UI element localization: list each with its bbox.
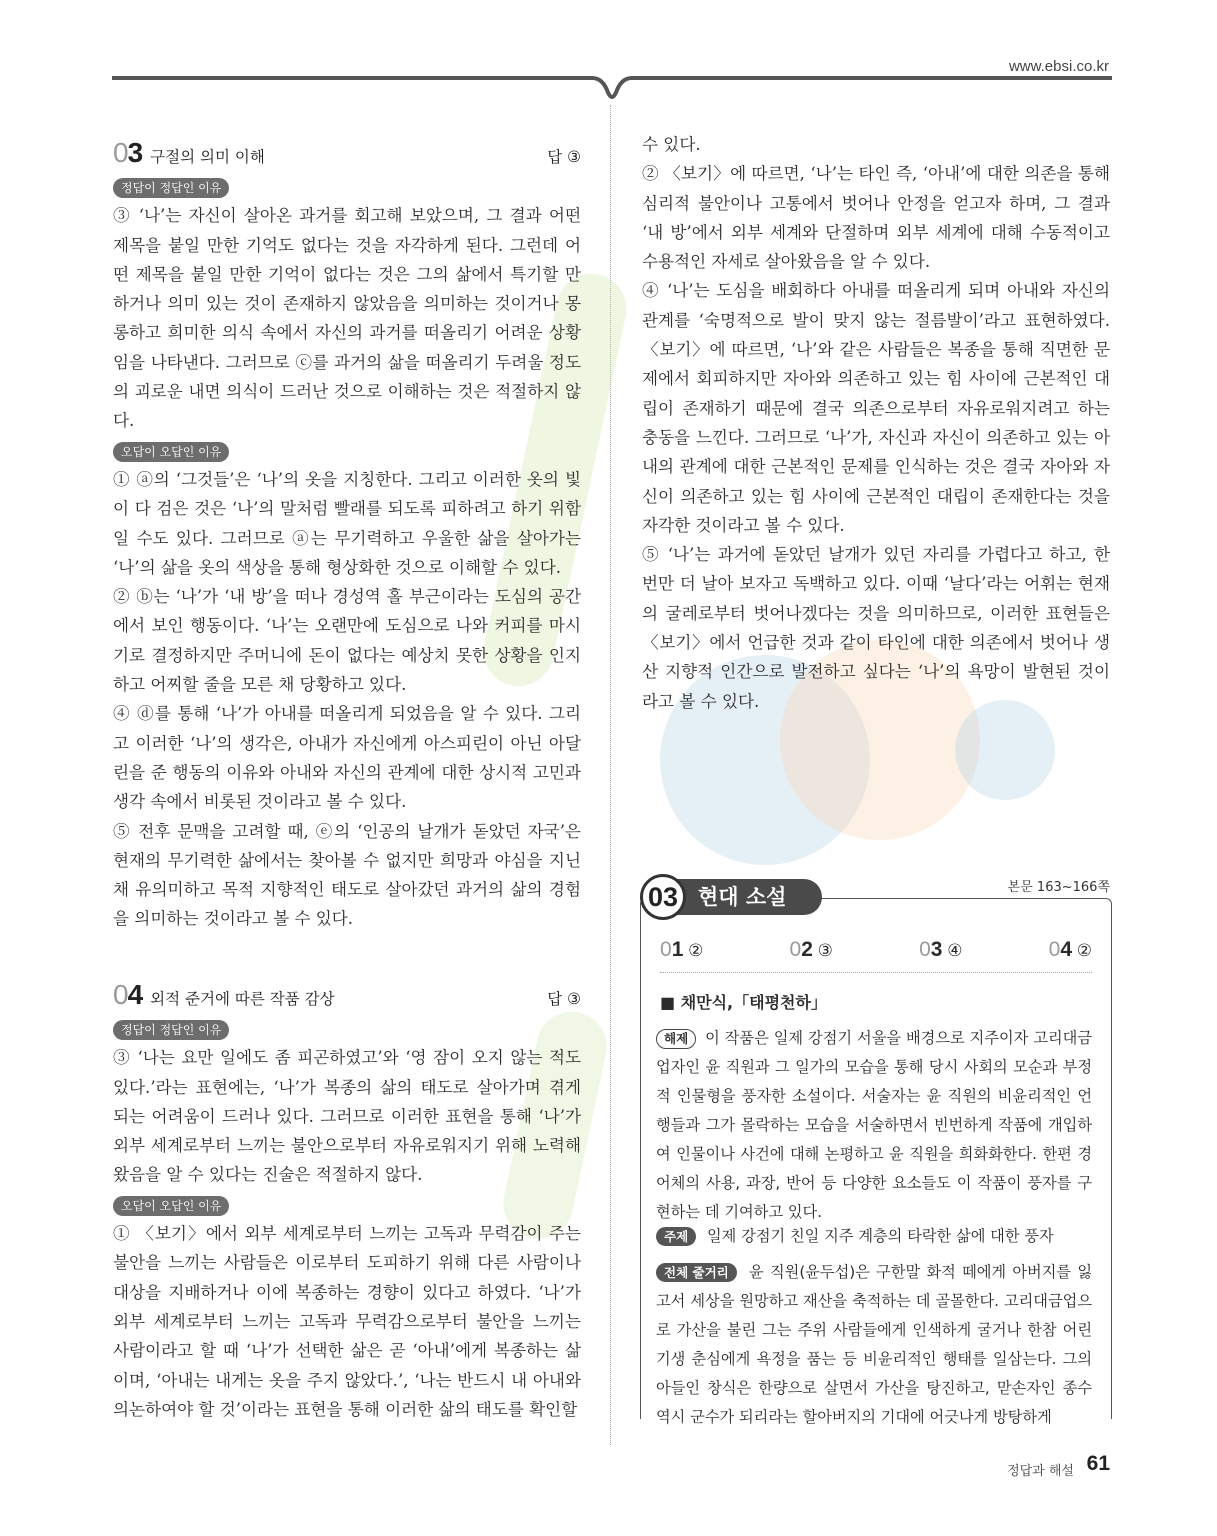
paragraph: ⑤ ‘나’는 과거에 돋았던 날개가 있던 자리를 가렵다고 하고, 한 번만 더 날아 보자고 독백하고 있다. 이때 ‘날다’라는 어휘는 현재의 굴레로부터 벗어나겠다는 것을 의미하므로, 이러한 표현들은 〈보기〉에서 언급한 것과 같이 타인에 대한 의존에서 벗어나 생산 지향적 인간으로 발전하고 싶다는 ‘나’의 욕망이 발현된 것이라고 볼 수 있다. <box>642 545 1110 711</box>
right-column <box>642 130 1110 716</box>
correct-badge: 정답이 정답인 이유 <box>113 1020 229 1040</box>
question-4-header <box>113 980 581 1014</box>
plot-tag: 전체 줄거리 <box>656 1263 737 1282</box>
plot-section <box>656 1258 1092 1432</box>
header-divider <box>112 70 1112 110</box>
theme-tag: 주제 <box>656 1227 696 1246</box>
question-3-header <box>113 138 581 172</box>
question-title: 외적 준거에 따른 작품 감상 <box>150 990 335 1008</box>
question-title: 구절의 의미 이해 <box>150 148 265 166</box>
haeje-tag: 해제 <box>656 1029 696 1049</box>
wrong-explanation: ① ⓐ의 ‘그것들’은 ‘나’의 옷을 지칭한다. 그리고 이러한 옷의 빛이 다 검은 것은 ‘나’의 말처럼 빨래를 되도록 피하려고 하기 위함일 수도 있다. 그러므로 ⓐ는 무기력하고 우울한 삶을 살아가는 ‘나’의 삶을 옷의 색상을 통해 형상화한 것으로 이해할 수 있다. <box>113 469 581 577</box>
wrong-explanation: ① 〈보기〉에서 외부 세계로부터 느끼는 고독과 무력감이 주는 불안을 느끼는 사람들은 이로부터 도피하기 위해 다른 사람이나 대상을 지배하거나 이에 복종하는 경향이 있다고 하였다. ‘나’가 외부 세계로부터 느끼는 고독과 무력감으로부터 불안을 느끼는 사람이라고 할 때 ‘나’가 선택한 삶은 곧 ‘아내’에게 복종하는 삶이며, ‘아내는 내게는 옷을 주지 않았다.’, ‘나는 반드시 내 아내와 의논하여야 할 것’이라는 표현을 통해 이러한 삶의 태도를 확인할 <box>113 1224 581 1419</box>
section-number: 03 <box>640 874 686 920</box>
answer-label: 답 ③ <box>547 148 581 166</box>
theme-text: 일제 강점기 친일 지주 계층의 타락한 삶에 대한 풍자 <box>706 1227 1054 1245</box>
plot-text: 윤 직원(윤두섭)은 구한말 화적 떼에게 아버지를 잃고서 세상을 원망하고 재산을 축적하는 데 골몰한다. 고리대금업으로 가산을 불린 그는 주위 사람들에게 인색하게 굴거나 한참 어린 기생 춘심에게 욕정을 품는 등 비윤리적인 행태를 일삼는다. 그의 아들인 창식은 한량으로 살면서 가산을 탕진하고, 맏손자인 종수 역시 군수가 되리라는 할아버지의 기대에 어긋나게 방탕하게 <box>656 1263 1093 1426</box>
answer-item: 04 ② <box>1048 938 1092 961</box>
footer-label: 정답과 해설 <box>1007 1464 1074 1479</box>
answer-item: 03 ④ <box>919 938 963 961</box>
page-number: 61 <box>1086 1452 1110 1475</box>
section-tab <box>640 875 822 919</box>
correct-explanation: ③ ‘나’는 자신이 살아온 과거를 회고해 보았으며, 그 결과 어떤 제목을 붙일 만한 기억도 없다는 것을 자각하게 된다. 그런데 어떤 제목을 붙일 만한 기억이 없다는 것은 그의 삶에서 특기할 만하거나 의미 있는 것이 존재하지 않았음을 의미하는 것이거나 몽롱하고 희미한 의식 속에서 자신의 과거를 떠올리기 어려운 상황임을 나타낸다. 그러므로 ⓒ를 과거의 삶을 떠올리기 두려울 정도의 괴로운 내면 의식이 드러난 것으로 이해하는 것은 적절하지 않다. <box>113 206 581 431</box>
paragraph: ② 〈보기〉에 따르면, ‘나’는 타인 즉, ‘아내’에 대한 의존을 통해 심리적 불안이나 고통에서 벗어나 안정을 얻고자 하며, 그 결과 ‘내 방’에서 외부 세계와 단절하며 외부 세계에 대해 수동적이고 수용적인 자세로 살아왔음을 알 수 있다. <box>642 164 1110 272</box>
answer-item: 02 ③ <box>789 938 833 961</box>
correct-explanation: ③ ‘나는 요만 일에도 좀 피곤하였고’와 ‘영 잠이 오지 않는 적도 있다.’라는 표현에는, ‘나’가 복종의 삶의 태도로 살아가며 겪게 되는 어려움이 드러나 있다. 그러므로 이러한 표현을 통해 ‘나’가 외부 세계로부터 느끼는 불안으로부터 자유로워지기 위해 노력해 왔음을 알 수 있다는 진술은 적절하지 않다. <box>113 1048 581 1185</box>
wrong-badge: 오답이 오답인 이유 <box>113 1196 229 1216</box>
question-number: 03 <box>113 137 143 168</box>
answer-key <box>660 938 1092 973</box>
haeje-section <box>656 1024 1092 1227</box>
page-reference: 본문 163~166쪽 <box>1007 880 1110 895</box>
paragraph: ④ ‘나’는 도심을 배회하다 아내를 떠올리게 되며 아내와 자신의 관계를 ‘숙명적으로 발이 맞지 않는 절름발이’라고 표현하였다. 〈보기〉에 따르면, ‘나’와 같은 사람들은 복종을 통해 직면한 문제에서 회피하지만 자아와 의존하고 있는 힘 사이에 근본적인 대립이 존재하기 때문에 결국 의존으로부터 자유로워지려고 하는 충동을 느낀다. 그러므로 ‘나’가, 자신과 자신이 의존하고 있는 아내의 관계에 대한 근본적인 문제를 인식하는 것은 결국 자아와 자신이 의존하고 있는 힘 사이에 근본적인 대립이 존재한다는 것을 자각한 것이라고 볼 수 있다. <box>642 281 1110 535</box>
question-number: 04 <box>113 979 143 1010</box>
answer-item: 01 ② <box>660 938 704 961</box>
paragraph: 수 있다. <box>642 135 701 154</box>
left-column <box>113 138 581 934</box>
left-column-q4 <box>113 980 581 1424</box>
wrong-explanation: ② ⓑ는 ‘나’가 ‘내 방’을 떠나 경성역 홀 부근이라는 도심의 공간에서 보인 행동이다. ‘나’는 오랜만에 도심으로 나와 커피를 마시기로 결정하지만 주머니에 돈이 없다는 예상치 못한 상황을 인지하고 어찌할 줄을 모른 채 당황하고 있다. <box>113 587 581 695</box>
wrong-explanation: ④ ⓓ를 통해 ‘나’가 아내를 떠올리게 되었음을 알 수 있다. 그리고 이러한 ‘나’의 생각은, 아내가 자신에게 아스피린이 아닌 아달린을 준 행동의 이유와 아내와 자신의 관계에 대한 상시적 고민과 생각 속에서 비롯된 것이라고 볼 수 있다. <box>113 704 581 812</box>
wrong-explanation: ⑤ 전후 문맥을 고려할 때, ⓔ의 ‘인공의 날개가 돋았던 자국’은 현재의 무기력한 삶에서는 찾아볼 수 없지만 희망과 야심을 지닌 채 유의미하고 목적 지향적인 태도로 살아갔던 과거의 삶의 경험을 의미하는 것이라고 볼 수 있다. <box>113 821 581 929</box>
section-label: 현대 소설 <box>672 879 822 915</box>
wrong-badge: 오답이 오답인 이유 <box>113 442 229 462</box>
work-title: ■ 채만식,「태평천하」 <box>660 993 827 1012</box>
correct-badge: 정답이 정답인 이유 <box>113 178 229 198</box>
haeje-text: 이 작품은 일제 강점기 서울을 배경으로 지주이자 고리대금업자인 윤 직원과 그 일가의 모습을 통해 당시 사회의 모순과 부정적 인물형을 풍자한 소설이다. 서술자는 윤 직원의 비윤리적인 언행들과 그가 몰락하는 모습을 서술하면서 빈번하게 작품에 개입하여 인물이나 사건에 대해 논평하고 윤 직원을 희화화한다. 한편 경어체의 사용, 과장, 반어 등 다양한 요소들도 이 작품이 풍자를 구현하는 데 기여하고 있다. <box>656 1029 1092 1221</box>
answer-label: 답 ③ <box>547 990 581 1008</box>
site-url: www.ebsi.co.kr <box>1008 58 1109 75</box>
theme-section <box>656 1222 1092 1251</box>
